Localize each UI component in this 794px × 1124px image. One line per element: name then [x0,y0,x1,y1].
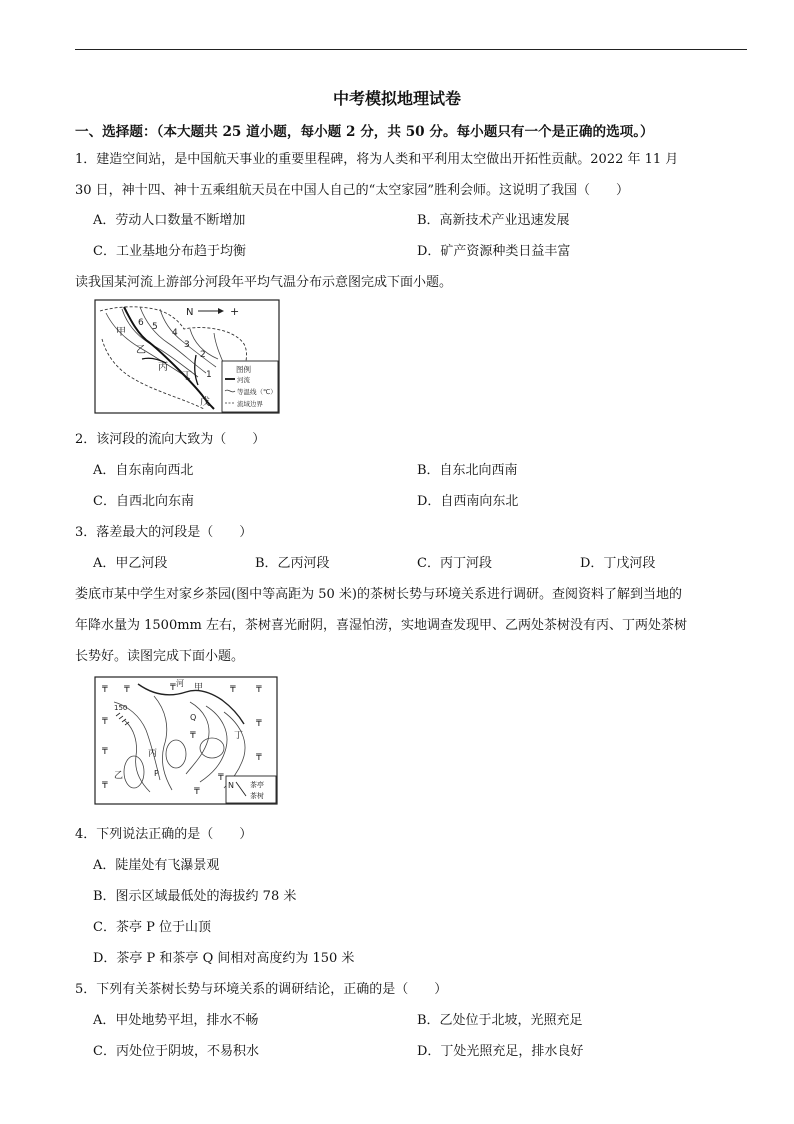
q3-option-a[interactable]: A．甲乙河段 [93,556,168,571]
map2-label-ding: 丁 [234,731,244,741]
section-heading: 一、选择题：（本大题共 25 道小题，每小题 2 分，共 50 分。每小题只有一个是正确的选项。） [75,124,654,140]
map1-legend-river: 河流 [237,376,250,384]
map1-isotherm-2: 2 [200,350,206,360]
tea-icon: ₸ [102,685,108,695]
q4-option-c[interactable]: C．茶亭 P 位于山顶 [93,920,211,935]
map1-isotherm-6: 6 [138,318,144,328]
map2-north: N [228,781,234,790]
tea-icon: ₸ [230,685,236,695]
map1-isotherm-1: 1 [206,370,212,380]
q2-stem: 2．该河段的流向大致为（ ） [75,432,266,447]
tea-icon: ₸ [256,685,262,695]
header-rule [75,49,747,50]
q2-option-a[interactable]: A．自东南向西北 [93,463,194,478]
tea-icon: ₸ [218,773,224,783]
q1-option-b[interactable]: B．高新技术产业迅速发展 [417,213,570,228]
map1-legend-isotherm: 等温线（℃） [237,388,277,396]
map1-label-ding: 丁 [182,371,192,382]
intro-q4-q5-line1: 娄底市某中学生对家乡茶园(图中等高距为 50 米)的茶树长势与环境关系进行调研。查阅资料了解到当地的 [75,587,682,602]
page-title: 中考模拟地理试卷 [332,89,461,108]
map2-elevation: 150 [114,704,128,712]
tea-garden-contour-map [94,676,278,810]
intro-q4-q5-line3: 长势好。读图完成下面小题。 [75,649,245,664]
q1-option-d[interactable]: D．矿产资源种类日益丰富 [417,244,571,259]
q5-option-d[interactable]: D．丁处光照充足，排水良好 [417,1044,584,1059]
tea-icon: ₸ [102,781,108,791]
q3-option-d[interactable]: D．丁戊河段 [580,556,656,571]
tea-icon: ₸ [124,685,130,695]
map1-north: N [186,307,194,318]
q4-option-b[interactable]: B．图示区域最低处的海拔约 78 米 [93,889,297,904]
tea-icon: ₸ [190,731,196,741]
q1-option-c[interactable]: C．工业基地分布趋于均衡 [93,244,246,259]
map1-legend-title: 图例 [236,365,251,374]
q2-option-c[interactable]: C．自西北向东南 [93,494,194,509]
map1-label-wu: 戊 [200,397,210,408]
q5-option-a[interactable]: A．甲处地势平坦，排水不畅 [93,1013,259,1028]
map2-legend-tea: 茶树 [250,792,264,800]
river-temperature-map [94,299,280,418]
q1-stem-line2: 30 日，神十四、神十五乘组航天员在中国人自己的“太空家园”胜利会师。这说明了我国（ ） [75,183,629,198]
map1-cross-icon: + [230,305,240,318]
map1-label-bing: 丙 [158,362,168,373]
q2-option-b[interactable]: B．自东北向西南 [417,463,518,478]
map1-label-jia: 甲 [116,327,126,338]
q1-stem-line1: 1．建造空间站，是中国航天事业的重要里程碑，将为人类和平利用太空做出开拓性贡献。2022 年 11 月 [75,152,679,167]
map2-label-q: Q [190,713,197,722]
q1-option-a[interactable]: A．劳动人口数量不断增加 [93,213,246,228]
q5-option-c[interactable]: C．丙处位于阴坡，不易积水 [93,1044,259,1059]
tea-icon: ₸ [170,683,176,693]
q4-option-a[interactable]: A．陡崖处有飞瀑景观 [93,858,220,873]
q3-stem: 3．落差最大的河段是（ ） [75,525,253,540]
map1-label-yi: 乙 [136,345,146,356]
q3-option-b[interactable]: B．乙丙河段 [255,556,330,571]
tea-icon: ₸ [194,787,200,797]
q4-stem: 4．下列说法正确的是（ ） [75,827,253,842]
q5-stem: 5．下列有关茶树长势与环境关系的调研结论，正确的是（ ） [75,982,448,997]
map2-label-river: 河 [176,679,184,688]
tea-icon: ₸ [256,753,262,763]
map1-isotherm-3: 3 [184,340,190,350]
q4-option-d[interactable]: D．茶亭 P 和茶亭 Q 间相对高度约为 150 米 [93,951,355,966]
map1-legend-boundary: 流域边界 [237,400,263,408]
q5-option-b[interactable]: B．乙处位于北坡，光照充足 [417,1013,583,1028]
map2-label-p: P [154,769,159,778]
tea-icon: ₸ [102,717,108,727]
intro-q2-q3: 读我国某河流上游部分河段年平均气温分布示意图完成下面小题。 [75,275,453,290]
map1-isotherm-5: 5 [152,322,158,332]
q2-option-d[interactable]: D．自西南向东北 [417,494,519,509]
map2-label-yi: 乙 [114,771,124,781]
tea-icon: ₸ [102,747,108,757]
map2-label-bing: 丙 [148,749,158,759]
tea-icon: ₸ [256,719,262,729]
map2-label-jia: 甲 [194,683,204,693]
map2-legend-pavilion: 茶亭 [250,781,264,789]
q3-option-c[interactable]: C．丙丁河段 [417,556,492,571]
intro-q4-q5-line2: 年降水量为 1500mm 左右，茶树喜光耐阴，喜湿怕涝，实地调查发现甲、乙两处茶树没有丙、丁两处茶树 [75,618,688,633]
map1-isotherm-4: 4 [172,328,178,338]
